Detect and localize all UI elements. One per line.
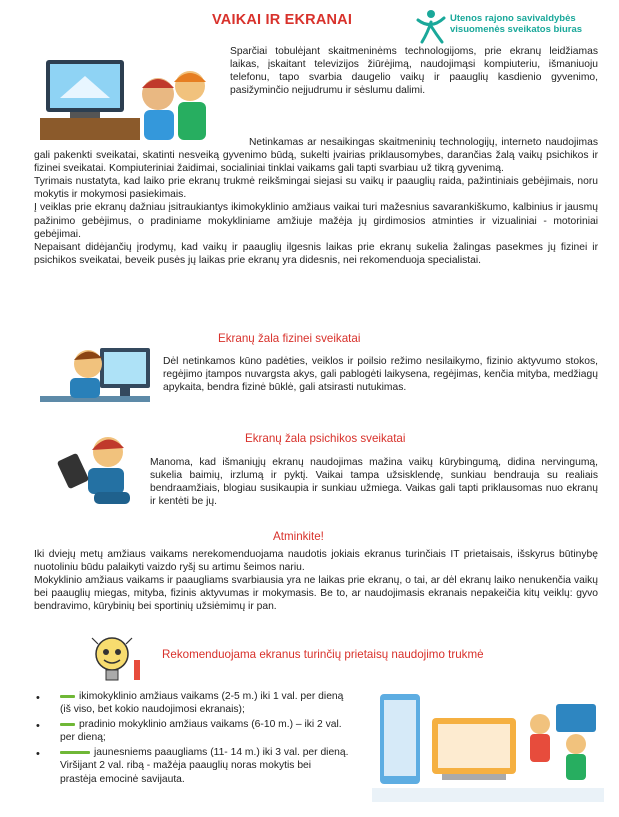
mental-harm-heading: Ekranų žala psichikos sveikatai <box>245 432 406 445</box>
org-name-line2: visuomenės sveikatos biuras <box>450 24 583 35</box>
child-with-phone-illustration <box>44 430 144 516</box>
bullet-icon: • <box>36 720 40 733</box>
intro-paragraph-3: Tyrimais nustatyta, kad laiko prie ekranų trukmė reikšmingai siejasi su vaikų ir paauglių raida, pažintiniais gebėjimais, noru mokytis ir mokymosi pasiekimais. <box>34 176 598 201</box>
list-item: • ikimokyklinio amžiaus vaikams (2-5 m.) iki 1 val. per dieną (iš viso, bet kokio naudojimosi ekranais); <box>36 691 344 716</box>
kids-watching-tv-illustration <box>40 52 212 142</box>
mental-harm-text: Manoma, kad išmaniųjų ekranų naudojimas mažina vaikų kūrybingumą, didina nervingumą, sukelia baimių, irzlumą ir pyktį. Vaikai tampa užsisklendę, sunkiau bendrauja su realiais bendraamžiais, blogiau susikaupia ir sunkiau užmiega. Vaikas gali tapti priklausomas nuo ekranų ir kentėti be jų. <box>150 457 598 508</box>
recommend-list <box>36 690 350 788</box>
remember-paragraph-2: Mokyklinio amžiaus vaikams ir paaugliams svarbiausia yra ne laikas prie ekranų, o tai, ar dėl ekranų laiko nenukenčia vaikų bei paauglių miegas, mityba, fizinis aktyvumas ir mokymasis. Be to, ar naudojimasis ekranais nepakeičia kitų veiklų: gyvo bendravimo, kūrybinių bei sportinių užsiėmimų ir pan. <box>34 575 598 613</box>
child-at-computer-illustration <box>40 334 158 414</box>
lightbulb-mascot-illustration <box>86 632 148 688</box>
org-logo <box>414 8 614 46</box>
kids-with-devices-illustration <box>372 684 604 802</box>
intro-paragraph-2: Netinkamas ar nesaikingas skaitmeninių technologijų, interneto naudojimas gali pakenkti sveikatai, skatinti nesveiką gyvenimo būdą, sukelti įvairias priklausomybes, darančias žalą vaikų psichikos ir fizinei sveikatai. Kompiuteriniai žaidimai, socialiniai tinklai vaikams gali tapti svarbiau už tikrą gyvenimą. <box>34 137 598 175</box>
physical-harm-heading: Ekranų žala fizinei sveikatai <box>218 332 361 345</box>
remember-heading: Atminkite! <box>273 530 324 543</box>
bullet-icon: • <box>36 692 40 704</box>
bullet-icon: • <box>36 748 40 761</box>
page-title: VAIKAI IR EKRANAI <box>212 12 353 28</box>
physical-harm-text: Dėl netinkamos kūno padėties, veiklos ir poilsio režimo nesilaikymo, fizinio aktyvumo stokos, regėjimo įtampos nuvargsta akys, gali pablogėti laikysena, regėjimas, kenčia mityba, medžiagų apykaita, bendra fizinė būklė, gali atsirasti nutukimas. <box>163 356 598 394</box>
org-logo-icon <box>414 8 448 46</box>
recommend-heading: Rekomenduojama ekranus turinčių prietaisų naudojimo trukmė <box>162 648 484 661</box>
intro-paragraph-1: Sparčiai tobulėjant skaitmeninėms technologijoms, prie ekranų leidžiamas laikas, įskaitant televizijos žiūrėjimą, naudojimąsi kompiuteriu, išmaniuoju telefonu, tapo svarbia daugelio vaikų ir paauglių kasdienio gyvenimo, pasižyminčio neįjudrumu ir sėslumu dalimi. <box>230 46 598 97</box>
intro-paragraph-4: Į veiklas prie ekranų dažniau įsitraukiantys ikimokyklinio amžiaus vaikai turi mažesnius savarankiškumo, kalbinius ir jausmų pažinimo gebėjimus, o pradiniame mokykliniame amžiuje mažėja jų girdimosios atminties ir vizualiniai - motoriniai gebėjimai. <box>34 202 598 240</box>
green-dash-icon <box>60 751 90 754</box>
org-name-line1: Utenos rajono savivaldybės <box>450 13 576 24</box>
green-dash-icon <box>60 695 75 698</box>
green-dash-icon <box>60 723 75 726</box>
remember-paragraph-1: Iki dviejų metų amžiaus vaikams nerekomenduojama naudotis jokiais ekranus turinčiais IT prietaisais, išskyrus būtinybę nuotoliniu būdu palaikyti vaizdo ryšį su artimu šeimos nariu. <box>34 549 598 574</box>
list-item: • pradinio mokyklinio amžiaus vaikams (6-10 m.) – iki 2 val. per dieną; <box>36 719 342 744</box>
list-item: • jaunesniems paaugliams (11- 14 m.) iki 3 val. per dieną. Viršijant 2 val. ribą - mažėja paauglių noras mokytis bei prastėja emocinė savijauta. <box>36 747 349 785</box>
intro-paragraph-5: Nepaisant didėjančių įrodymų, kad vaikų ir paauglių ilgesnis laikas prie ekranų sukelia žalingas pasekmes jų fizinei ir psichikos sveikatai, beveik pusės jų laikas prie ekranų yra didesnis, nei rekomenduoja specialistai. <box>34 241 598 266</box>
